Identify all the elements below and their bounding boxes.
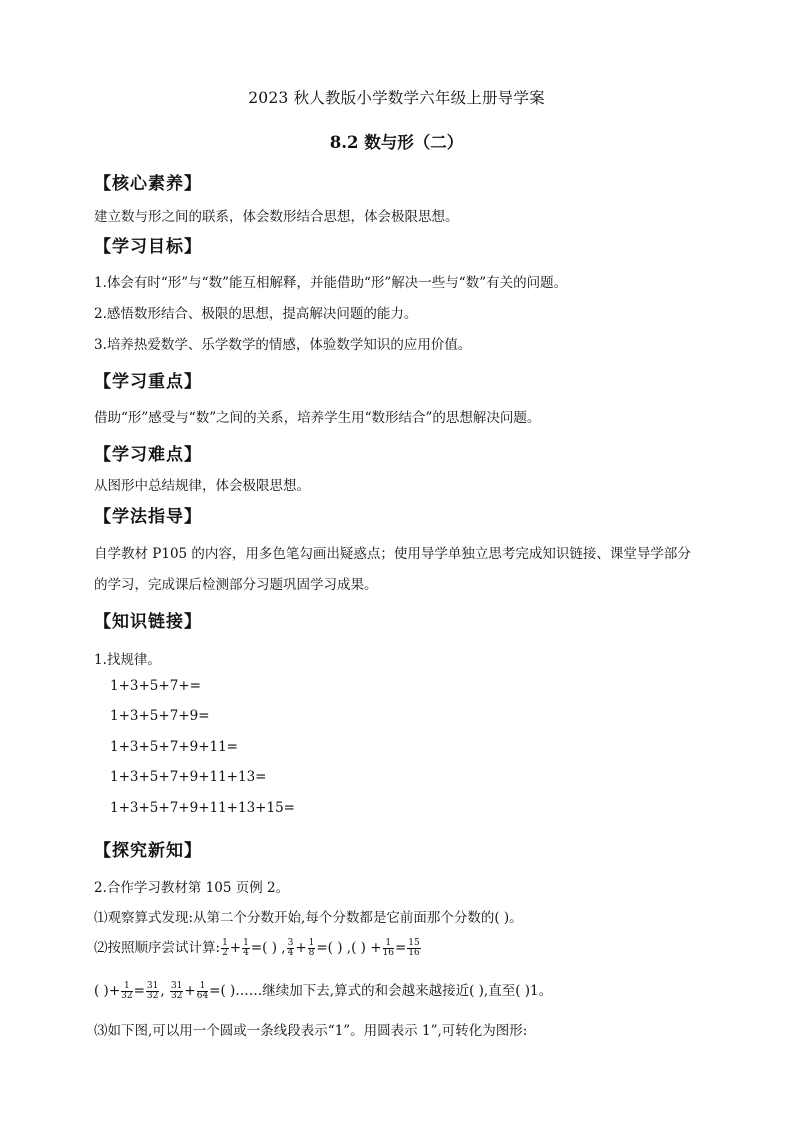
question-1: ⑴观察算式发现:从第二个分数开始,每个分数都是它前面那个分数的( )。 bbox=[94, 910, 523, 926]
goal-item-1: 1.体会有时“形”与“数”能互相解释，并能借助“形”解决一些与“数”有关的问题。 bbox=[94, 275, 568, 291]
fraction-1-64: $\frac{1}{64}$ bbox=[196, 981, 209, 1001]
formula-1: 1+3+5+7+= bbox=[110, 678, 201, 694]
formula-4: 1+3+5+7+9+11+13= bbox=[110, 769, 267, 785]
fraction-31-32: $\frac{31}{32}$ bbox=[146, 981, 159, 1001]
question-2-continued: ( )+ $\frac{1}{32}$ = $\frac{31}{32}$ , $\frac{31}{32}$ + $\frac{1}{64}$ =( )……继续加下去,算式的和会越来越接近( ),直至( )1。 bbox=[94, 981, 553, 1001]
question-3: ⑶如下图,可以用一个圆或一条线段表示“1”。用圆表示 1”,可转化为图形: bbox=[94, 1023, 528, 1039]
document-title: 2023 秋人教版小学数学六年级上册导学案 bbox=[248, 89, 545, 107]
fraction-1-4: $\frac{1}{4}$ bbox=[243, 938, 249, 958]
method-line-1: 自学教材 P105 的内容，用多色笔勾画出疑惑点；使用导学单独立思考完成知识链接、课堂导学部分 bbox=[94, 546, 691, 562]
answer-blank-3: ( )+ bbox=[94, 983, 121, 999]
fraction-31-32-b: $\frac{31}{32}$ bbox=[170, 981, 183, 1001]
fraction-1-32: $\frac{1}{32}$ bbox=[121, 981, 133, 1001]
question-2-prefix: ⑵按照顺序尝试计算: bbox=[94, 940, 221, 956]
formula-2: 1+3+5+7+9= bbox=[110, 708, 210, 724]
key-text: 借助“形”感受与“数”之间的关系，培养学生用“数形结合”的思想解决问题。 bbox=[94, 410, 541, 426]
formula-5: 1+3+5+7+9+11+13+15= bbox=[110, 800, 295, 816]
section-heading-goals: 【学习目标】 bbox=[94, 237, 202, 257]
difficulty-text: 从图形中总结规律，体会极限思想。 bbox=[94, 478, 310, 494]
answer-blank-1: =( ) , bbox=[250, 940, 286, 956]
fraction-15-16: $\frac{15}{16}$ bbox=[408, 938, 420, 958]
core-text: 建立数与形之间的联系，体会数形结合思想，体会极限思想。 bbox=[94, 209, 459, 225]
section-heading-core: 【核心素养】 bbox=[94, 174, 202, 194]
formula-3: 1+3+5+7+9+11= bbox=[110, 739, 238, 755]
link-intro: 1.找规律。 bbox=[94, 652, 161, 668]
section-heading-method: 【学法指导】 bbox=[94, 507, 202, 527]
fraction-1-2: $\frac{1}{2}$ bbox=[222, 938, 228, 958]
section-heading-key: 【学习重点】 bbox=[94, 372, 202, 392]
question-2: ⑵按照顺序尝试计算: $\frac{1}{2}$ + $\frac{1}{4}$ =( ) , $\frac{3}{4}$ + $\frac{1}{8}$ =( ) ,( ) + $\frac{1}{16}$ = $\frac{15}{16}$ bbox=[94, 938, 420, 958]
section-heading-difficulty: 【学习难点】 bbox=[94, 445, 202, 465]
explore-intro: 2.合作学习教材第 105 页例 2。 bbox=[94, 880, 290, 896]
section-heading-link: 【知识链接】 bbox=[94, 612, 202, 632]
fraction-1-16: $\frac{1}{16}$ bbox=[382, 938, 394, 958]
fraction-1-8: $\frac{1}{8}$ bbox=[308, 938, 315, 958]
question-2-ending: =( )……继续加下去,算式的和会越来越接近( ),直至( )1。 bbox=[209, 983, 553, 999]
fraction-3-4: $\frac{3}{4}$ bbox=[287, 938, 294, 958]
goal-item-2: 2.感悟数形结合、极限的思想，提高解决问题的能力。 bbox=[94, 306, 418, 322]
method-line-2: 的学习，完成课后检测部分习题巩固学习成果。 bbox=[94, 577, 378, 593]
answer-blank-2: =( ) ,( ) + bbox=[316, 940, 382, 956]
section-heading-explore: 【探究新知】 bbox=[94, 841, 202, 861]
lesson-subtitle: 8.2 数与形（二） bbox=[329, 133, 464, 152]
goal-item-3: 3.培养热爱数学、乐学数学的情感，体验数学知识的应用价值。 bbox=[94, 337, 472, 353]
